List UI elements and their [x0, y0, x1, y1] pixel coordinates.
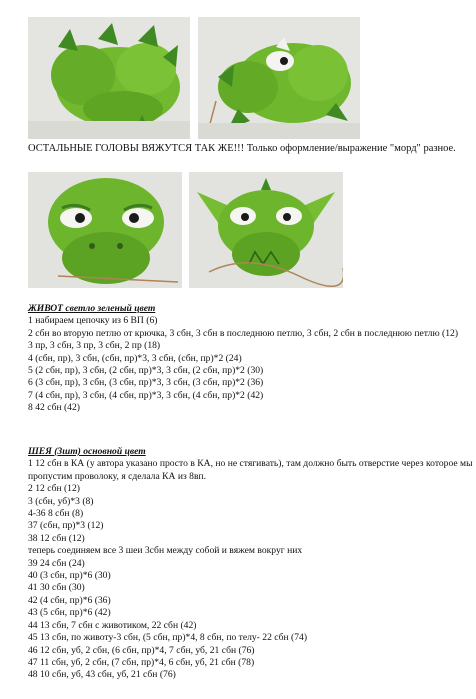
neck-title: ШЕЯ (3шт) основной цвет [28, 446, 146, 457]
neck-row-15: 46 12 сбн, уб, 2 сбн, (6 сбн, пр)*4, 7 сбн, уб, 21 сбн (76) [28, 644, 255, 656]
neck-row-11: 42 (4 сбн, пр)*6 (36) [28, 594, 111, 606]
belly-row-6: 6 (3 сбн, пр), 3 сбн, (3 сбн, пр)*3, 3 сбн, (3 сбн, пр)*2 (36) [28, 377, 264, 389]
neck-row-14: 45 13 сбн, по животу-3 сбн, (5 сбн, пр)*4, 8 сбн, по телу- 22 сбн (74) [28, 632, 308, 644]
belly-section [28, 303, 473, 415]
belly-row-4: 4 (сбн, пр), 3 сбн, (сбн, пр)*3, 3 сбн, (сбн, пр)*2 (24) [28, 352, 242, 364]
neck-row-17: 48 10 сбн, уб, 43 сбн, уб, 21 сбн (76) [28, 669, 176, 681]
belly-row-8: 8 42 сбн (42) [28, 402, 80, 414]
neck-row-6: 38 12 сбн (12) [28, 532, 85, 544]
neck-row-3: 3 (сбн, уб)*3 (8) [28, 495, 94, 507]
belly-title: ЖИВОТ светло зеленый цвет [28, 303, 156, 314]
neck-row-7: теперь соединяем все 3 шеи 3сбн между собой и вяжем вокруг них [28, 545, 303, 557]
neck-row-2: 2 12 сбн (12) [28, 483, 80, 495]
belly-row-3: 3 пр, 3 сбн, 3 пр, 3 сбн, 2 пр (18) [28, 340, 161, 352]
neck-row-12: 43 (5 сбн, пр)*6 (42) [28, 607, 111, 619]
photo-head-back-view [28, 17, 190, 139]
neck-row-1: 1 12 сбн в КА (у автора указано просто в КА, но не стягивать), там должно быть отверстие через которое мы пропустим проволоку, я сделала КА из 8вп. [28, 458, 473, 482]
belly-row-2: 2 сбн во вторую петлю от крючка, 3 сбн, 3 сбн в последнюю петлю, 3 сбн, 2 сбн в последнюю петлю (12) [28, 327, 459, 339]
neck-row-8: 39 24 сбн (24) [28, 557, 85, 569]
neck-row-13: 44 13 сбн, 7 сбн с животиком, 22 сбн (42) [28, 619, 197, 631]
photo-face-front [28, 172, 182, 288]
belly-row-1: 1 набираем цепочку из 6 ВП (6) [28, 315, 158, 327]
belly-row-5: 5 (2 сбн, пр), 3 сбн, (2 сбн, пр)*3, 3 сбн, (2 сбн, пр)*2 (30) [28, 365, 264, 377]
belly-row-7: 7 (4 сбн, пр), 3 сбн, (4 сбн, пр)*3, 3 сбн, (4 сбн, пр)*2 (42) [28, 389, 264, 401]
photo-face-with-ears [189, 172, 343, 288]
neck-row-16: 47 11 сбн, уб, 2 сбн, (7 сбн, пр)*4, 6 сбн, уб, 21 сбн (78) [28, 656, 255, 668]
photo-head-side-view [198, 17, 360, 139]
neck-section [28, 446, 473, 682]
neck-row-9: 40 (3 сбн, пр)*6 (30) [28, 570, 111, 582]
neck-row-4: 4-36 8 сбн (8) [28, 508, 84, 520]
neck-row-5: 37 (сбн, пр)*3 (12) [28, 520, 104, 532]
neck-row-10: 41 30 сбн (30) [28, 582, 85, 594]
caption-text: ОСТАЛЬНЫЕ ГОЛОВЫ ВЯЖУТСЯ ТАК ЖЕ!!! Только оформление/выражение "морд" разное. [28, 143, 456, 154]
